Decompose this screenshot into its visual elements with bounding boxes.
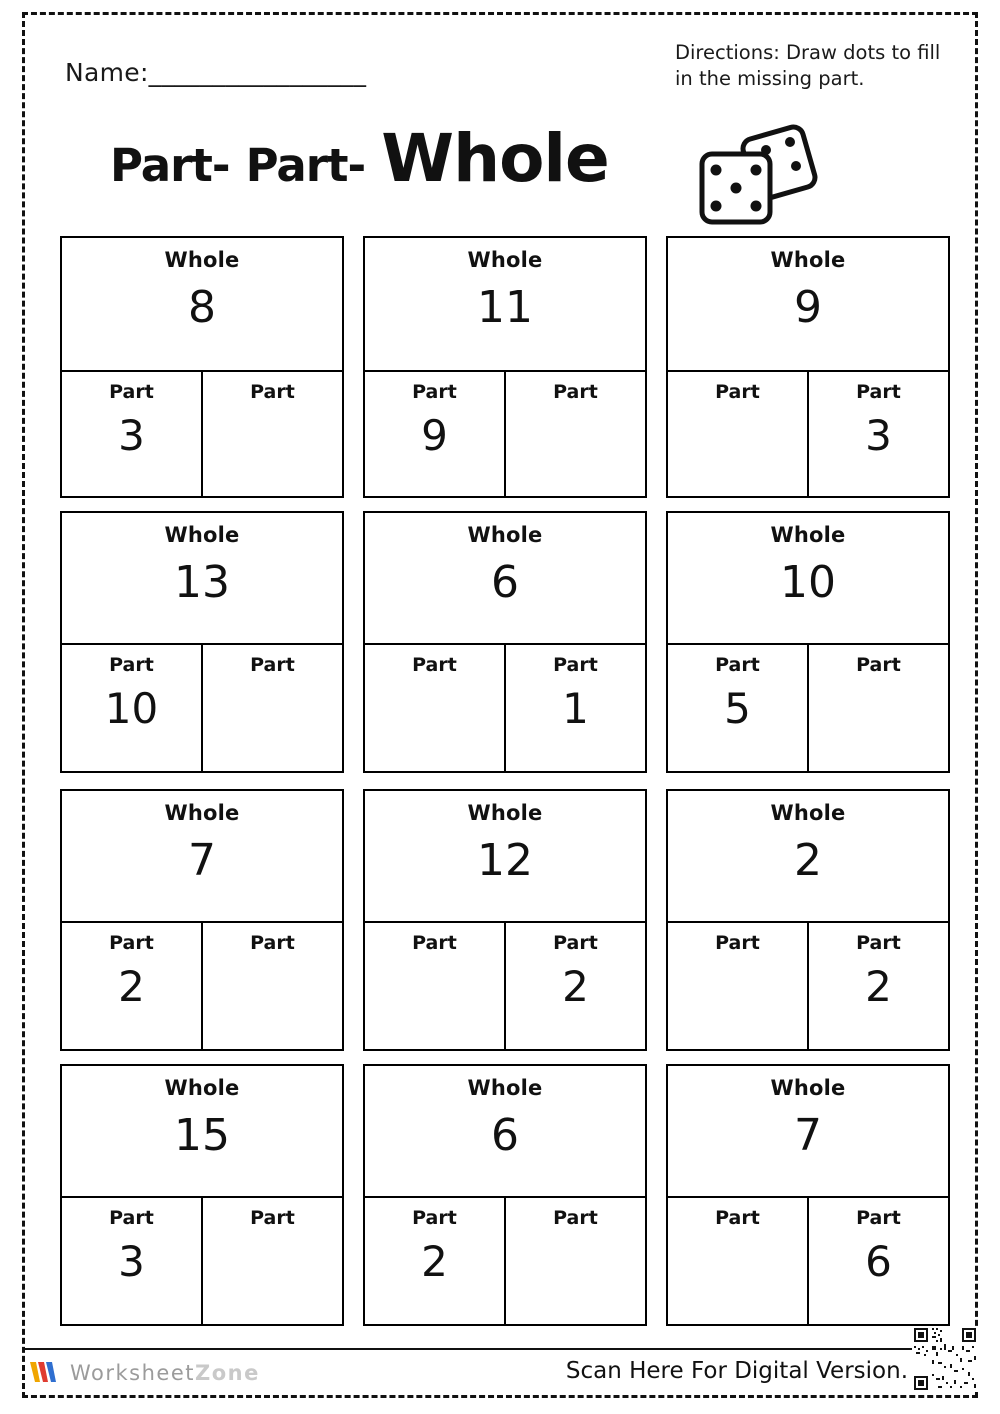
part-box-right[interactable]	[202, 923, 344, 1051]
part-label: Part	[412, 654, 457, 676]
part-label: Part	[109, 1207, 154, 1229]
parts-row	[363, 1198, 647, 1326]
part-value-left: 3	[118, 411, 145, 460]
whole-label: Whole	[770, 801, 846, 825]
whole-box[interactable]	[363, 1064, 647, 1198]
part-box-right[interactable]	[202, 372, 344, 498]
problem-card[interactable]	[363, 511, 647, 783]
part-box-right[interactable]	[202, 1198, 344, 1326]
part-box-left[interactable]	[363, 645, 505, 773]
part-label: Part	[250, 654, 295, 676]
whole-label: Whole	[164, 1076, 240, 1100]
whole-value: 2	[794, 835, 822, 886]
part-value-right: 3	[865, 411, 892, 460]
whole-label: Whole	[164, 523, 240, 547]
footer-divider	[22, 1348, 978, 1350]
whole-value: 8	[188, 282, 216, 333]
page-title	[110, 120, 609, 197]
whole-label: Whole	[467, 248, 543, 272]
problem-card[interactable]	[60, 1064, 344, 1336]
whole-label: Whole	[164, 248, 240, 272]
part-value-right: 2	[562, 962, 589, 1011]
problems-grid	[60, 236, 950, 1326]
dice-icon	[690, 120, 850, 230]
whole-value: 15	[174, 1110, 230, 1161]
part-label: Part	[856, 1207, 901, 1229]
parts-row	[363, 645, 647, 773]
part-label: Part	[715, 1207, 760, 1229]
part-value-left: 3	[118, 1237, 145, 1286]
part-label: Part	[250, 1207, 295, 1229]
problem-card[interactable]	[666, 511, 950, 783]
title-row	[60, 120, 940, 230]
whole-label: Whole	[164, 801, 240, 825]
whole-box[interactable]	[363, 789, 647, 923]
part-label: Part	[553, 654, 598, 676]
whole-box[interactable]	[60, 511, 344, 645]
whole-label: Whole	[770, 248, 846, 272]
whole-value: 12	[477, 835, 533, 886]
part-box-right[interactable]	[505, 645, 647, 773]
parts-row	[666, 372, 950, 498]
parts-row	[60, 645, 344, 773]
problem-card[interactable]	[60, 789, 344, 1061]
problem-card[interactable]	[666, 1064, 950, 1336]
part-box-left[interactable]	[60, 372, 202, 498]
problem-row	[60, 511, 950, 783]
parts-row	[60, 1198, 344, 1326]
part-label: Part	[109, 381, 154, 403]
part-box-left[interactable]	[60, 1198, 202, 1326]
whole-box[interactable]	[666, 236, 950, 372]
part-label: Part	[715, 654, 760, 676]
whole-label: Whole	[770, 523, 846, 547]
whole-label: Whole	[467, 1076, 543, 1100]
whole-box[interactable]	[60, 236, 344, 372]
whole-label: Whole	[770, 1076, 846, 1100]
part-label: Part	[715, 932, 760, 954]
part-label: Part	[109, 654, 154, 676]
brand-suffix: Zone	[195, 1361, 260, 1385]
name-field[interactable]: Name:_________________	[65, 58, 367, 87]
part-label: Part	[553, 381, 598, 403]
part-value-left: 2	[118, 962, 145, 1011]
parts-row	[666, 645, 950, 773]
part-value-right: 2	[865, 962, 892, 1011]
problem-card[interactable]	[363, 236, 647, 508]
problem-card[interactable]	[60, 236, 344, 508]
part-value-right: 6	[865, 1237, 892, 1286]
part-box-right[interactable]	[808, 923, 950, 1051]
whole-label: Whole	[467, 523, 543, 547]
part-label: Part	[412, 381, 457, 403]
whole-value: 11	[477, 282, 533, 333]
whole-box[interactable]	[363, 236, 647, 372]
part-box-right[interactable]	[808, 372, 950, 498]
whole-value: 10	[780, 557, 836, 608]
worksheet-header	[45, 40, 955, 110]
problem-card[interactable]	[666, 789, 950, 1061]
whole-value: 13	[174, 557, 230, 608]
title-part-3: Whole	[381, 120, 609, 197]
part-label: Part	[109, 932, 154, 954]
parts-row	[363, 372, 647, 498]
brand-name: Worksheet	[70, 1361, 196, 1385]
part-box-right[interactable]	[505, 1198, 647, 1326]
whole-box[interactable]	[60, 789, 344, 923]
problem-card[interactable]	[363, 1064, 647, 1336]
title-part-1: Part-	[110, 139, 230, 192]
parts-row	[666, 923, 950, 1051]
whole-label: Whole	[467, 801, 543, 825]
part-label: Part	[856, 654, 901, 676]
part-box-right[interactable]	[202, 645, 344, 773]
scan-text: Scan Here For Digital Version.	[565, 1358, 908, 1384]
parts-row	[60, 923, 344, 1051]
part-box-right[interactable]	[505, 923, 647, 1051]
problem-row	[60, 789, 950, 1061]
part-label: Part	[856, 381, 901, 403]
qr-code[interactable]	[912, 1326, 978, 1392]
part-box-left[interactable]	[666, 372, 808, 498]
part-label: Part	[553, 932, 598, 954]
page-footer	[22, 1342, 978, 1408]
part-box-left[interactable]	[363, 1198, 505, 1326]
directions-text: Directions: Draw dots to fill in the missing part.	[675, 41, 941, 91]
part-box-right[interactable]	[505, 372, 647, 498]
parts-row	[666, 1198, 950, 1326]
part-box-right[interactable]	[808, 645, 950, 773]
worksheet-zone-icon	[28, 1356, 62, 1390]
part-value-right: 1	[562, 684, 589, 733]
whole-box[interactable]	[666, 789, 950, 923]
part-label: Part	[856, 932, 901, 954]
problem-card[interactable]	[60, 511, 344, 783]
whole-value: 6	[491, 557, 519, 608]
problem-row	[60, 236, 950, 508]
whole-box[interactable]	[60, 1064, 344, 1198]
whole-box[interactable]	[363, 511, 647, 645]
title-part-2: Part-	[245, 139, 366, 192]
whole-value: 6	[491, 1110, 519, 1161]
part-label: Part	[250, 932, 295, 954]
part-label: Part	[412, 932, 457, 954]
whole-box[interactable]	[666, 1064, 950, 1198]
part-box-right[interactable]	[808, 1198, 950, 1326]
part-value-left: 9	[421, 411, 448, 460]
part-box-left[interactable]	[666, 645, 808, 773]
parts-row	[60, 372, 344, 498]
parts-row	[363, 923, 647, 1051]
part-box-left[interactable]	[60, 645, 202, 773]
part-label: Part	[250, 381, 295, 403]
brand-text	[70, 1361, 260, 1385]
part-value-left: 5	[724, 684, 751, 733]
part-box-left[interactable]	[363, 372, 505, 498]
whole-value: 9	[794, 282, 822, 333]
whole-value: 7	[188, 835, 216, 886]
whole-box[interactable]	[666, 511, 950, 645]
part-value-left: 2	[421, 1237, 448, 1286]
part-box-left[interactable]	[666, 1198, 808, 1326]
brand-logo[interactable]	[28, 1356, 260, 1390]
part-value-left: 10	[104, 684, 159, 733]
problem-card[interactable]	[666, 236, 950, 508]
part-label: Part	[553, 1207, 598, 1229]
problem-card[interactable]	[363, 789, 647, 1061]
whole-value: 7	[794, 1110, 822, 1161]
part-box-left[interactable]	[363, 923, 505, 1051]
part-label: Part	[412, 1207, 457, 1229]
part-box-left[interactable]	[666, 923, 808, 1051]
problem-row	[60, 1064, 950, 1336]
part-label: Part	[715, 381, 760, 403]
part-box-left[interactable]	[60, 923, 202, 1051]
